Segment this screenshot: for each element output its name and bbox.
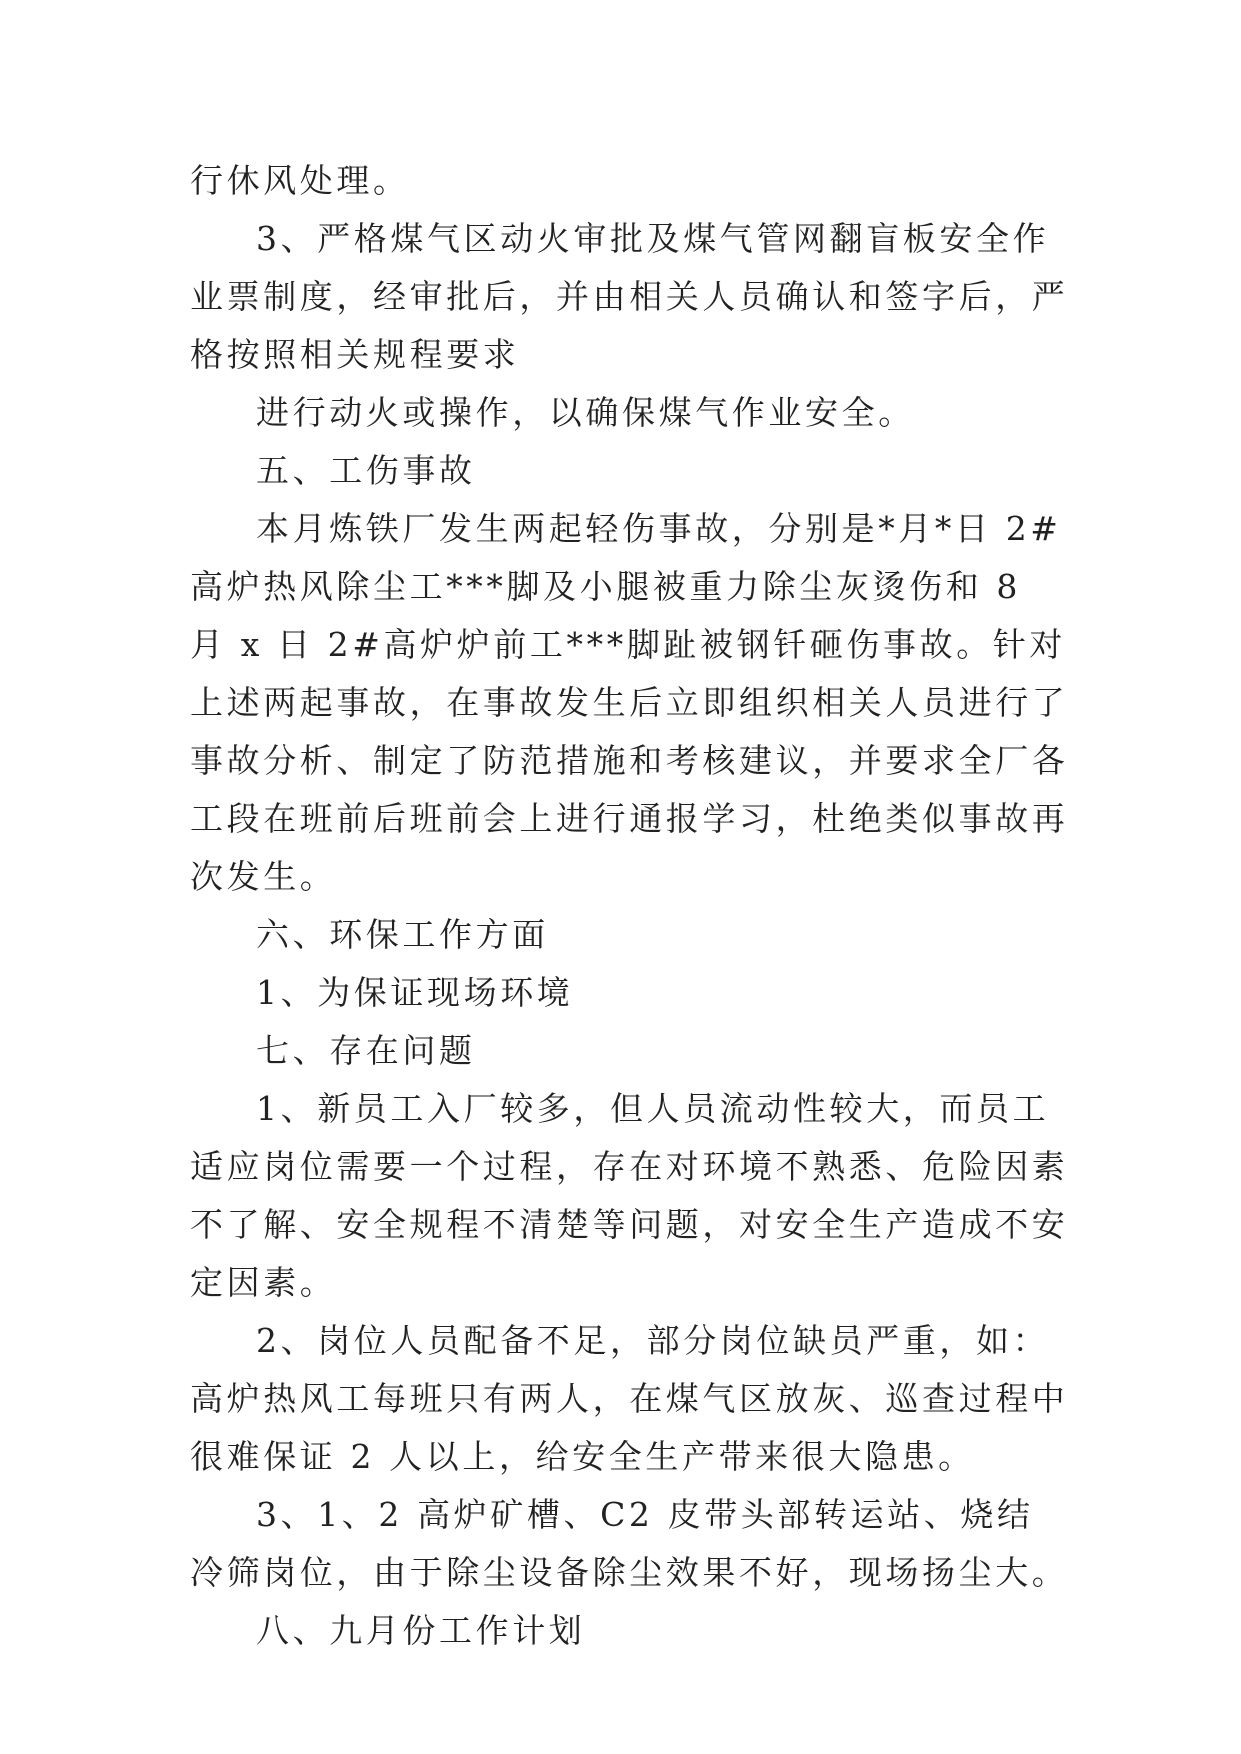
document-body: [190, 152, 1070, 1660]
section-heading: 五、工伤事故: [256, 451, 476, 490]
paragraph: 本月炼铁厂发生两起轻伤事故，分别是*月*日 2#高炉热风除尘工***脚及小腿被重力除尘灰烫伤和 8 月 x 日 2#高炉炉前工***脚趾被钢钎砸伤事故。针对上述两起事故，在事故发生后立即组织相关人员进行了事故分析、制定了防范措施和考核建议，并要求全厂各工段在班前后班前会上进行通报学习，杜绝类似事故再次发生。: [190, 509, 1069, 896]
paragraph: 3、严格煤气区动火审批及煤气管网翻盲板安全作业票制度，经审批后，并由相关人员确认和签字后，严格按照相关规程要求: [190, 219, 1069, 374]
section-heading: 八、九月份工作计划: [256, 1611, 586, 1650]
section-heading: 七、存在问题: [256, 1031, 476, 1070]
paragraph: 1、新员工入厂较多，但人员流动性较大，而员工适应岗位需要一个过程，存在对环境不熟悉、危险因素不了解、安全规程不清楚等问题，对安全生产造成不安定因素。: [190, 1089, 1069, 1302]
paragraph: 2、岗位人员配备不足，部分岗位缺员严重，如：高炉热风工每班只有两人，在煤气区放灰、巡查过程中很难保证 2 人以上，给安全生产带来很大隐患。: [190, 1321, 1069, 1476]
paragraph: 进行动火或操作，以确保煤气作业安全。: [256, 393, 915, 432]
paragraph: 3、1、2 高炉矿槽、C2 皮带头部转运站、烧结冷筛岗位，由于除尘设备除尘效果不好，现场扬尘大。: [190, 1495, 1069, 1592]
paragraph: 行休风处理。: [190, 161, 410, 200]
section-heading: 六、环保工作方面: [256, 915, 549, 954]
paragraph: 1、为保证现场环境: [256, 973, 574, 1012]
